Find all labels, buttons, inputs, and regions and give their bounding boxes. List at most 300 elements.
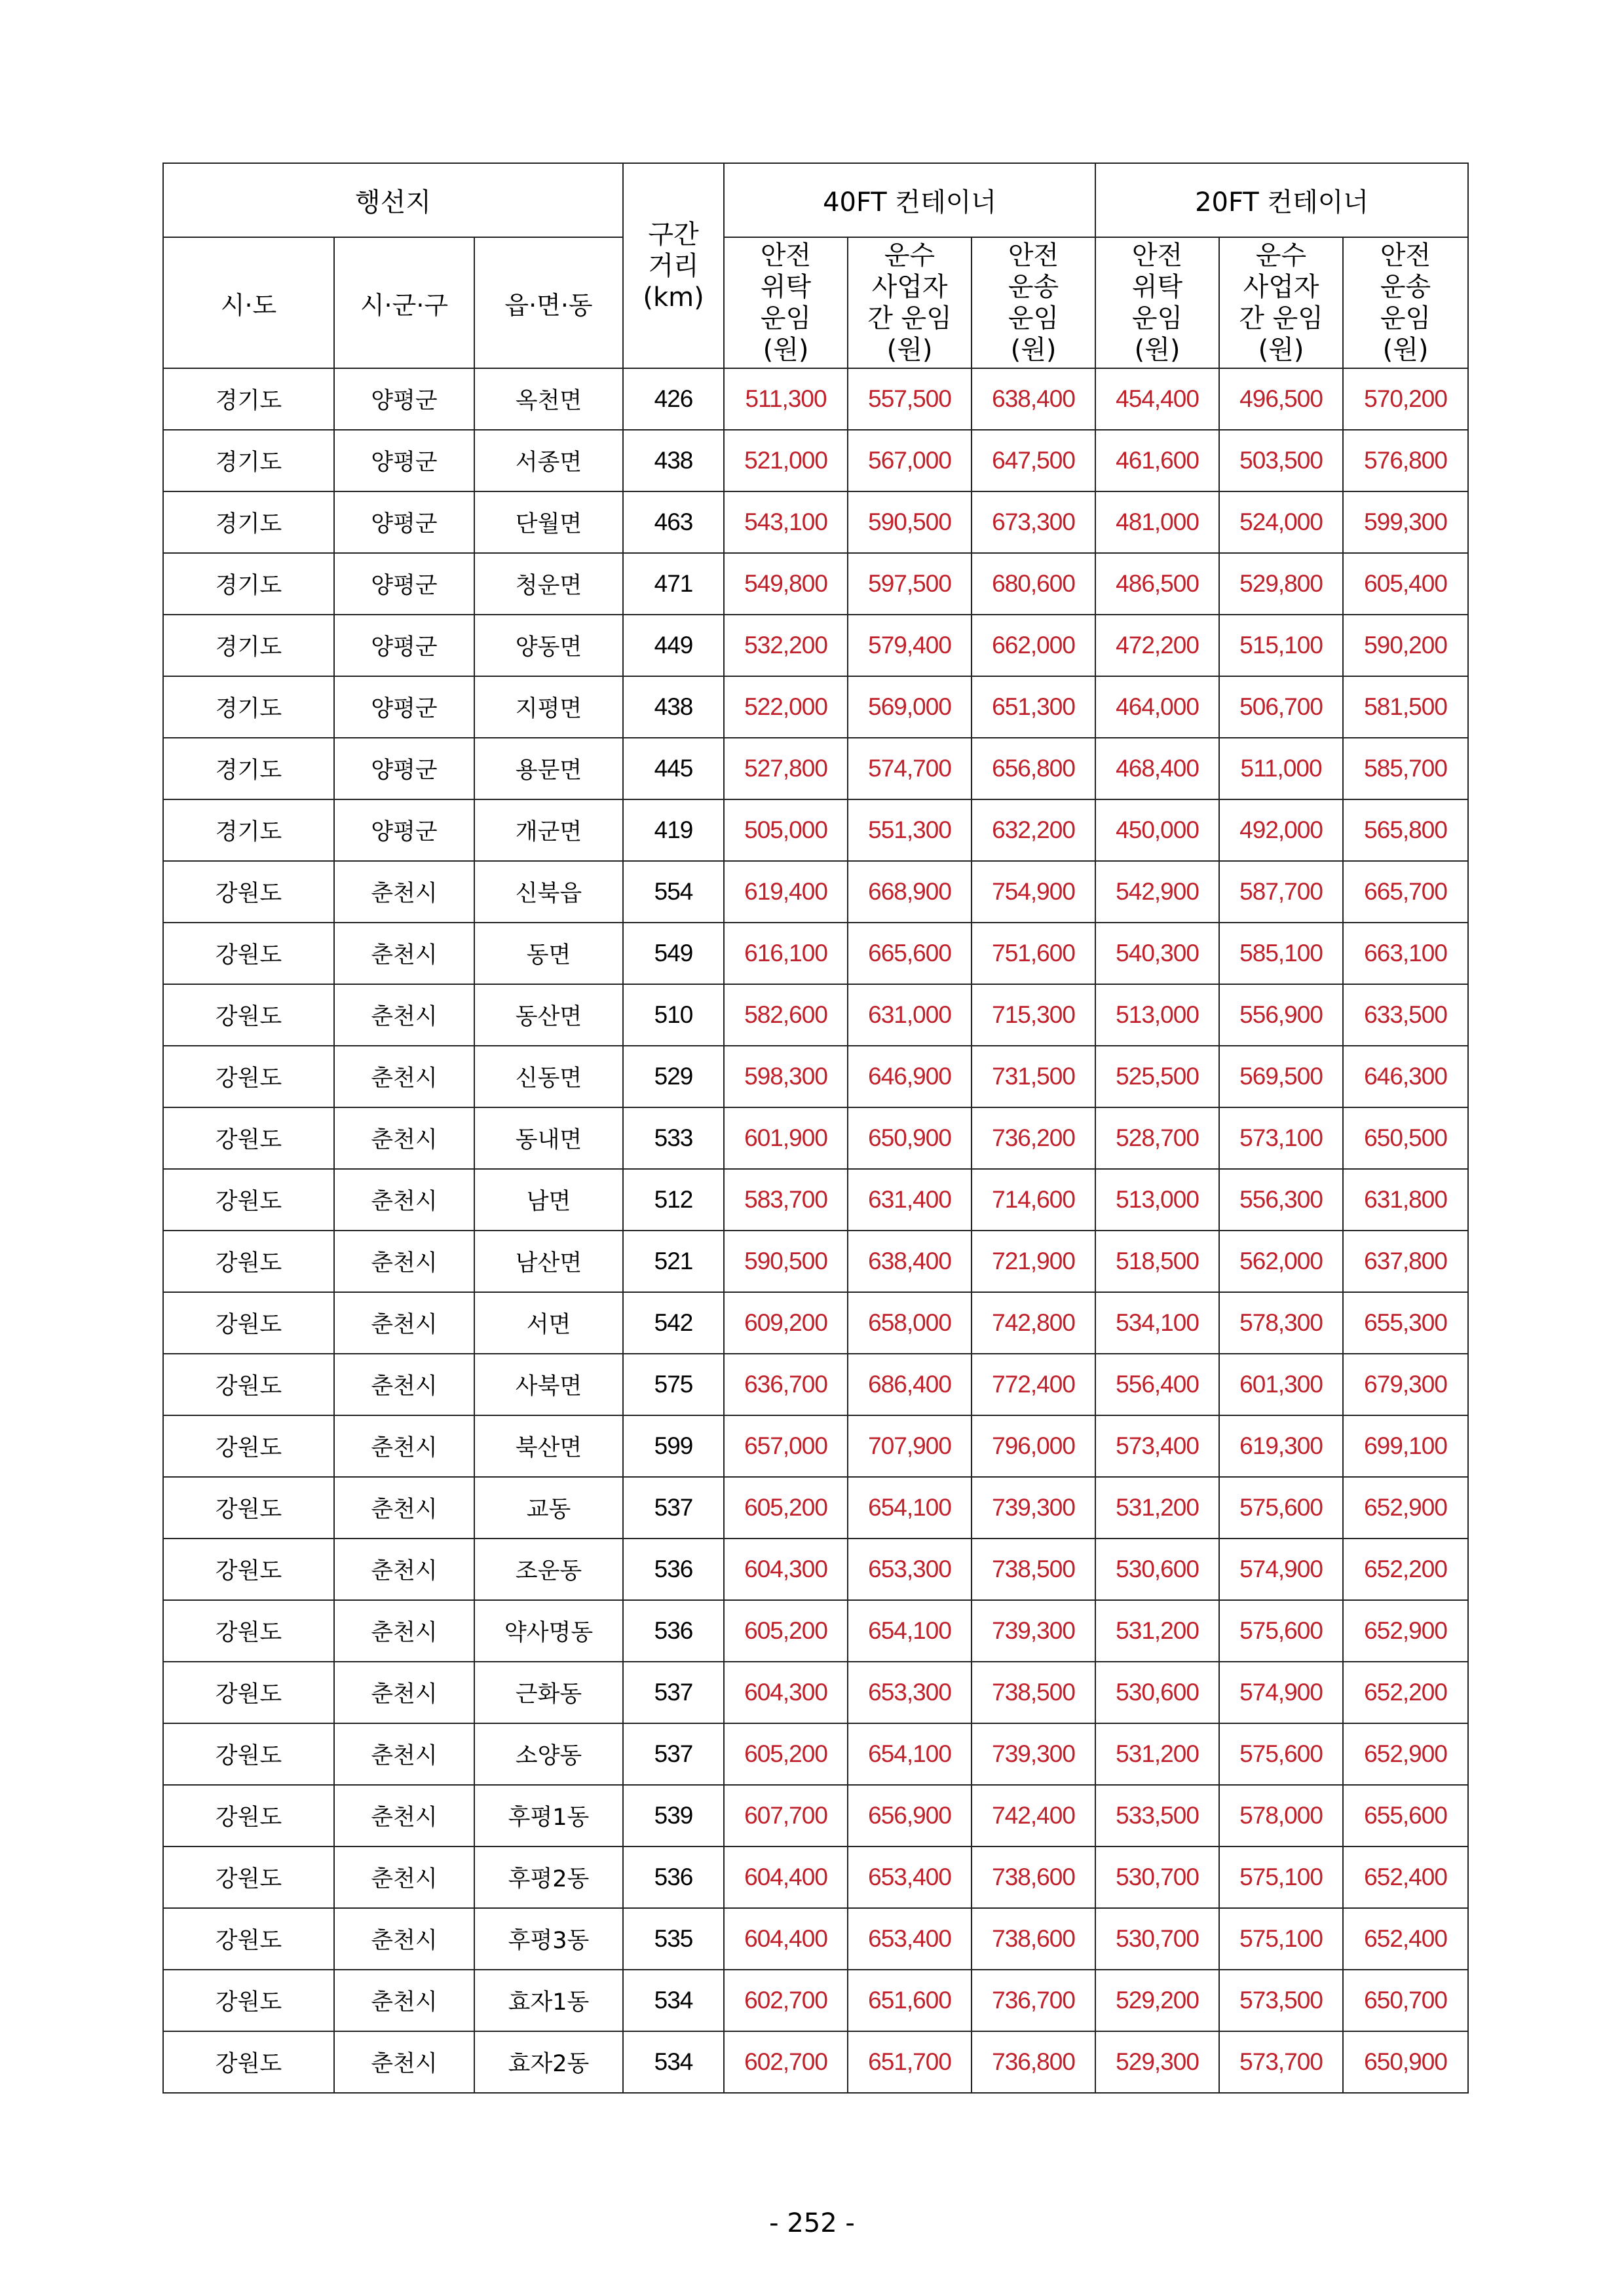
safe-consign-20ft-cell: 525,500	[1095, 1046, 1219, 1107]
safe-transport-40ft-cell: 647,500	[972, 430, 1095, 491]
safe-consign-40ft-cell: 657,000	[724, 1415, 848, 1477]
safe-consign-40ft-cell: 601,900	[724, 1107, 848, 1169]
safe-consign-40ft-cell: 605,200	[724, 1723, 848, 1785]
safe-transport-20ft-cell: 699,100	[1343, 1415, 1468, 1477]
eupmyeondong-cell: 근화동	[474, 1662, 623, 1723]
sigungu-cell: 양평군	[334, 615, 474, 676]
safe-consign-20ft-cell: 530,700	[1095, 1908, 1219, 1970]
sigungu-cell: 춘천시	[334, 1785, 474, 1846]
carrier-40ft-cell: 653,300	[848, 1662, 972, 1723]
distance-header-line: 거리	[648, 250, 699, 281]
sido-cell: 강원도	[163, 1846, 334, 1908]
container-20ft-header: 20FT 컨테이너	[1095, 163, 1468, 237]
safe-transport-20ft-cell: 665,700	[1343, 861, 1468, 923]
safe-consign-40ft-cell: 604,400	[724, 1908, 848, 1970]
safe-transport-20ft-cell: 631,800	[1343, 1169, 1468, 1231]
distance-cell: 438	[623, 676, 724, 738]
table-row	[163, 923, 1468, 984]
carrier-20ft-cell: 619,300	[1219, 1415, 1343, 1477]
safe-consign-20ft-cell: 534,100	[1095, 1292, 1219, 1354]
table-row	[163, 984, 1468, 1046]
sigungu-cell: 양평군	[334, 676, 474, 738]
eupmyeondong-cell: 후평2동	[474, 1846, 623, 1908]
sido-cell: 강원도	[163, 1723, 334, 1785]
distance-cell: 536	[623, 1539, 724, 1600]
carrier-40ft-cell: 631,400	[848, 1169, 972, 1231]
carrier-40ft-cell: 567,000	[848, 430, 972, 491]
carrier-20ft-cell: 573,500	[1219, 1970, 1343, 2031]
safe-transport-40ft-cell: 772,400	[972, 1354, 1095, 1415]
table-row	[163, 1600, 1468, 1662]
safe-transport-20ft-cell: 655,600	[1343, 1785, 1468, 1846]
safe-transport-20ft-cell: 652,900	[1343, 1723, 1468, 1785]
carrier-40ft-cell: 658,000	[848, 1292, 972, 1354]
safe-consign-20ft-cell: 513,000	[1095, 984, 1219, 1046]
safe-transport-20ft-cell: 590,200	[1343, 615, 1468, 676]
eupmyeondong-cell: 동내면	[474, 1107, 623, 1169]
eupmyeondong-cell: 사북면	[474, 1354, 623, 1415]
table-row	[163, 368, 1468, 430]
distance-cell: 449	[623, 615, 724, 676]
carrier-20ft-cell: 578,300	[1219, 1292, 1343, 1354]
distance-cell: 463	[623, 491, 724, 553]
sigungu-cell: 춘천시	[334, 923, 474, 984]
carrier-40ft-cell: 654,100	[848, 1723, 972, 1785]
distance-cell: 438	[623, 430, 724, 491]
carrier-40ft-cell: 650,900	[848, 1107, 972, 1169]
table-row	[163, 491, 1468, 553]
safe-transport-20ft-cell: 605,400	[1343, 553, 1468, 615]
carrier-40ft-cell: 653,400	[848, 1846, 972, 1908]
safe-consign-20ft-cell: 468,400	[1095, 738, 1219, 799]
eupmyeondong-cell: 효자1동	[474, 1970, 623, 2031]
safe-consign-40ft-cell: 604,400	[724, 1846, 848, 1908]
safe-consign-20ft-cell: 528,700	[1095, 1107, 1219, 1169]
safe-transport-40ft-cell: 738,600	[972, 1846, 1095, 1908]
safe-transport-40ft-cell: 736,800	[972, 2031, 1095, 2093]
safe-transport-20ft-cell: 652,400	[1343, 1846, 1468, 1908]
carrier-40ft-cell: 638,400	[848, 1231, 972, 1292]
safe-transport-40ft-cell: 715,300	[972, 984, 1095, 1046]
safe-consign-40ft-cell: 605,200	[724, 1600, 848, 1662]
distance-cell: 535	[623, 1908, 724, 1970]
eupmyeondong-cell: 지평면	[474, 676, 623, 738]
table-row	[163, 799, 1468, 861]
sigungu-cell: 춘천시	[334, 1600, 474, 1662]
freight-rate-table	[162, 163, 1469, 2094]
table-row	[163, 1908, 1468, 1970]
safe-consign-40ft-cell: 616,100	[724, 923, 848, 984]
carrier-20ft-cell: 524,000	[1219, 491, 1343, 553]
distance-cell: 537	[623, 1662, 724, 1723]
sido-cell: 강원도	[163, 1785, 334, 1846]
safe-transport-40ft-cell: 736,700	[972, 1970, 1095, 2031]
safe-consign-20ft-cell: 533,500	[1095, 1785, 1219, 1846]
safe-consign-20ft-cell: 461,600	[1095, 430, 1219, 491]
sido-cell: 강원도	[163, 1415, 334, 1477]
distance-cell: 510	[623, 984, 724, 1046]
safe-consign-20ft-cell: 454,400	[1095, 368, 1219, 430]
safe-consign-20ft-cell: 531,200	[1095, 1477, 1219, 1539]
safe-consign-20ft-cell: 529,300	[1095, 2031, 1219, 2093]
page-number: - 252 -	[769, 2208, 855, 2238]
carrier-40ft-cell: 651,700	[848, 2031, 972, 2093]
safe-transport-20ft-cell: 652,900	[1343, 1477, 1468, 1539]
safe-transport-40ft-cell: 662,000	[972, 615, 1095, 676]
carrier-40ft-cell: 557,500	[848, 368, 972, 430]
rate-header-line: 운송	[1380, 272, 1431, 302]
safe-consign-40ft-cell: 605,200	[724, 1477, 848, 1539]
sido-cell: 경기도	[163, 676, 334, 738]
safe-consign-40ft-cell: 532,200	[724, 615, 848, 676]
sido-cell: 강원도	[163, 1477, 334, 1539]
sigungu-cell: 양평군	[334, 738, 474, 799]
sigungu-cell: 춘천시	[334, 1169, 474, 1231]
safe-consign-40ft-cell: 505,000	[724, 799, 848, 861]
rate-header-line: 운임	[1131, 303, 1183, 334]
sido-cell: 강원도	[163, 2031, 334, 2093]
sigungu-cell: 춘천시	[334, 1723, 474, 1785]
safe-transport-20ft-cell: 652,400	[1343, 1908, 1468, 1970]
table-row	[163, 1169, 1468, 1231]
eupmyeondong-cell: 서면	[474, 1292, 623, 1354]
table-row	[163, 738, 1468, 799]
rate-header-line: 안전	[1131, 240, 1183, 271]
safe-transport-40ft-cell: 731,500	[972, 1046, 1095, 1107]
eupmyeondong-cell: 남산면	[474, 1231, 623, 1292]
sido-cell: 강원도	[163, 1354, 334, 1415]
carrier-20ft-cell: 556,900	[1219, 984, 1343, 1046]
eupmyeondong-cell: 교동	[474, 1477, 623, 1539]
safe-transport-40ft-cell: 739,300	[972, 1477, 1095, 1539]
safe-transport-rate-header	[972, 237, 1095, 368]
carrier-20ft-cell: 496,500	[1219, 368, 1343, 430]
safe-consign-20ft-cell: 530,600	[1095, 1539, 1219, 1600]
safe-transport-40ft-cell: 736,200	[972, 1107, 1095, 1169]
distance-cell: 536	[623, 1846, 724, 1908]
safe-transport-20ft-cell: 650,700	[1343, 1970, 1468, 2031]
carrier-40ft-cell: 654,100	[848, 1477, 972, 1539]
sido-cell: 강원도	[163, 1908, 334, 1970]
rate-header-line: (원)	[886, 335, 933, 365]
sido-cell: 강원도	[163, 1539, 334, 1600]
rate-header-line: (원)	[1258, 335, 1304, 365]
sigungu-cell: 양평군	[334, 553, 474, 615]
table-row	[163, 1477, 1468, 1539]
rate-header-line: 사업자	[871, 272, 948, 302]
distance-cell: 554	[623, 861, 724, 923]
table-row	[163, 1846, 1468, 1908]
eupmyeondong-cell: 북산면	[474, 1415, 623, 1477]
carrier-20ft-cell: 506,700	[1219, 676, 1343, 738]
distance-cell: 536	[623, 1600, 724, 1662]
safe-transport-40ft-cell: 738,500	[972, 1662, 1095, 1723]
safe-transport-20ft-cell: 581,500	[1343, 676, 1468, 738]
carrier-40ft-cell: 656,900	[848, 1785, 972, 1846]
carrier-40ft-cell: 569,000	[848, 676, 972, 738]
safe-transport-40ft-cell: 738,500	[972, 1539, 1095, 1600]
carrier-40ft-cell: 686,400	[848, 1354, 972, 1415]
rate-header-line: 운송	[1008, 272, 1059, 302]
safe-consign-20ft-cell: 486,500	[1095, 553, 1219, 615]
sido-cell: 강원도	[163, 861, 334, 923]
safe-consign-40ft-cell: 602,700	[724, 2031, 848, 2093]
safe-consign-40ft-cell: 636,700	[724, 1354, 848, 1415]
destination-header: 행선지	[163, 163, 623, 237]
safe-transport-20ft-cell: 650,500	[1343, 1107, 1468, 1169]
sigungu-cell: 춘천시	[334, 1231, 474, 1292]
distance-cell: 419	[623, 799, 724, 861]
safe-consign-20ft-cell: 540,300	[1095, 923, 1219, 984]
carrier-20ft-cell: 578,000	[1219, 1785, 1343, 1846]
safe-consign-20ft-cell: 450,000	[1095, 799, 1219, 861]
safe-consign-40ft-cell: 543,100	[724, 491, 848, 553]
sigungu-cell: 춘천시	[334, 1354, 474, 1415]
distance-cell: 575	[623, 1354, 724, 1415]
distance-cell: 534	[623, 2031, 724, 2093]
safe-transport-40ft-cell: 739,300	[972, 1600, 1095, 1662]
distance-cell: 471	[623, 553, 724, 615]
carrier-20ft-cell: 575,600	[1219, 1723, 1343, 1785]
carrier-40ft-cell: 651,600	[848, 1970, 972, 2031]
safe-transport-40ft-cell: 632,200	[972, 799, 1095, 861]
safe-transport-20ft-cell: 652,200	[1343, 1539, 1468, 1600]
carrier-40ft-cell: 646,900	[848, 1046, 972, 1107]
safe-consign-rate-header	[724, 237, 848, 368]
safe-transport-20ft-cell: 652,900	[1343, 1600, 1468, 1662]
safe-transport-20ft-cell: 637,800	[1343, 1231, 1468, 1292]
table-row	[163, 1046, 1468, 1107]
sido-cell: 강원도	[163, 1046, 334, 1107]
carrier-40ft-cell: 579,400	[848, 615, 972, 676]
rate-header-line: 안전	[1380, 240, 1431, 271]
rate-header-line: 위탁	[760, 272, 812, 302]
carrier-40ft-cell: 574,700	[848, 738, 972, 799]
table-row	[163, 1970, 1468, 2031]
carrier-20ft-cell: 529,800	[1219, 553, 1343, 615]
safe-transport-20ft-cell: 633,500	[1343, 984, 1468, 1046]
sigungu-cell: 춘천시	[334, 1908, 474, 1970]
safe-transport-40ft-cell: 673,300	[972, 491, 1095, 553]
eupmyeondong-cell: 개군면	[474, 799, 623, 861]
carrier-20ft-cell: 585,100	[1219, 923, 1343, 984]
rate-header-line: 운수	[884, 240, 935, 271]
rate-header-line: (원)	[1382, 335, 1429, 365]
sigungu-cell: 춘천시	[334, 2031, 474, 2093]
sido-cell: 경기도	[163, 738, 334, 799]
table-row	[163, 1662, 1468, 1723]
eupmyeondong-cell: 청운면	[474, 553, 623, 615]
distance-cell: 537	[623, 1723, 724, 1785]
carrier-40ft-cell: 653,300	[848, 1539, 972, 1600]
distance-cell: 599	[623, 1415, 724, 1477]
safe-transport-20ft-cell: 646,300	[1343, 1046, 1468, 1107]
table-row	[163, 861, 1468, 923]
safe-consign-40ft-cell: 590,500	[724, 1231, 848, 1292]
eupmyeondong-cell: 동산면	[474, 984, 623, 1046]
safe-consign-40ft-cell: 527,800	[724, 738, 848, 799]
eupmyeondong-cell: 양동면	[474, 615, 623, 676]
carrier-20ft-cell: 574,900	[1219, 1662, 1343, 1723]
safe-transport-20ft-cell: 655,300	[1343, 1292, 1468, 1354]
table-row	[163, 553, 1468, 615]
sigungu-cell: 춘천시	[334, 861, 474, 923]
safe-transport-40ft-cell: 751,600	[972, 923, 1095, 984]
table-row	[163, 1415, 1468, 1477]
table-row	[163, 676, 1468, 738]
safe-transport-20ft-cell: 652,200	[1343, 1662, 1468, 1723]
safe-consign-20ft-cell: 518,500	[1095, 1231, 1219, 1292]
sigungu-cell: 춘천시	[334, 1415, 474, 1477]
carrier-20ft-cell: 587,700	[1219, 861, 1343, 923]
rate-header-line: (원)	[763, 335, 809, 365]
carrier-20ft-cell: 573,100	[1219, 1107, 1343, 1169]
safe-transport-40ft-cell: 738,600	[972, 1908, 1095, 1970]
table-row	[163, 1107, 1468, 1169]
safe-transport-40ft-cell: 742,400	[972, 1785, 1095, 1846]
distance-header-line: (km)	[643, 282, 704, 313]
rate-header-line: 운수	[1255, 240, 1307, 271]
rate-header-line: 안전	[760, 240, 812, 271]
rate-header-line: 사업자	[1243, 272, 1319, 302]
safe-transport-40ft-cell: 739,300	[972, 1723, 1095, 1785]
safe-consign-20ft-cell: 472,200	[1095, 615, 1219, 676]
carrier-20ft-cell: 574,900	[1219, 1539, 1343, 1600]
sido-cell: 강원도	[163, 923, 334, 984]
distance-cell: 521	[623, 1231, 724, 1292]
carrier-40ft-cell: 631,000	[848, 984, 972, 1046]
table-row	[163, 1292, 1468, 1354]
rate-header-line: (원)	[1134, 335, 1180, 365]
sido-cell: 경기도	[163, 799, 334, 861]
eupmyeondong-cell: 소양동	[474, 1723, 623, 1785]
carrier-20ft-cell: 573,700	[1219, 2031, 1343, 2093]
eupmyeondong-cell: 약사명동	[474, 1600, 623, 1662]
safe-consign-20ft-cell: 513,000	[1095, 1169, 1219, 1231]
safe-consign-40ft-cell: 602,700	[724, 1970, 848, 2031]
safe-transport-40ft-cell: 638,400	[972, 368, 1095, 430]
eupmyeondong-cell: 신북읍	[474, 861, 623, 923]
safe-transport-40ft-cell: 680,600	[972, 553, 1095, 615]
table-row	[163, 1539, 1468, 1600]
distance-cell: 445	[623, 738, 724, 799]
distance-cell: 512	[623, 1169, 724, 1231]
sigungu-cell: 춘천시	[334, 1662, 474, 1723]
eupmyeondong-cell: 서종면	[474, 430, 623, 491]
distance-cell: 537	[623, 1477, 724, 1539]
eupmyeondong-header: 읍·면·동	[474, 237, 623, 368]
distance-cell: 534	[623, 1970, 724, 2031]
safe-transport-20ft-cell: 570,200	[1343, 368, 1468, 430]
eupmyeondong-cell: 효자2동	[474, 2031, 623, 2093]
safe-transport-40ft-cell: 656,800	[972, 738, 1095, 799]
sigungu-cell: 춘천시	[334, 1292, 474, 1354]
carrier-40ft-cell: 665,600	[848, 923, 972, 984]
table-row	[163, 615, 1468, 676]
distance-cell: 542	[623, 1292, 724, 1354]
safe-consign-20ft-cell: 530,600	[1095, 1662, 1219, 1723]
safe-transport-40ft-cell: 651,300	[972, 676, 1095, 738]
safe-transport-40ft-cell: 754,900	[972, 861, 1095, 923]
sido-cell: 경기도	[163, 430, 334, 491]
sido-cell: 강원도	[163, 1600, 334, 1662]
carrier-rate-header	[1219, 237, 1343, 368]
distance-cell: 426	[623, 368, 724, 430]
carrier-20ft-cell: 562,000	[1219, 1231, 1343, 1292]
distance-cell: 549	[623, 923, 724, 984]
sigungu-cell: 춘천시	[334, 1539, 474, 1600]
safe-consign-40ft-cell: 604,300	[724, 1539, 848, 1600]
safe-consign-20ft-cell: 529,200	[1095, 1970, 1219, 2031]
sigungu-cell: 양평군	[334, 430, 474, 491]
carrier-20ft-cell: 575,100	[1219, 1846, 1343, 1908]
safe-consign-20ft-cell: 556,400	[1095, 1354, 1219, 1415]
eupmyeondong-cell: 조운동	[474, 1539, 623, 1600]
distance-header	[623, 163, 724, 368]
distance-cell: 533	[623, 1107, 724, 1169]
safe-transport-20ft-cell: 650,900	[1343, 2031, 1468, 2093]
table-body	[163, 368, 1468, 2093]
carrier-20ft-cell: 511,000	[1219, 738, 1343, 799]
safe-consign-40ft-cell: 522,000	[724, 676, 848, 738]
eupmyeondong-cell: 단월면	[474, 491, 623, 553]
sido-cell: 경기도	[163, 615, 334, 676]
safe-consign-40ft-cell: 582,600	[724, 984, 848, 1046]
table-row	[163, 1723, 1468, 1785]
safe-transport-40ft-cell: 796,000	[972, 1415, 1095, 1477]
sigungu-cell: 춘천시	[334, 1046, 474, 1107]
carrier-40ft-cell: 597,500	[848, 553, 972, 615]
rate-header-line: 위탁	[1131, 272, 1183, 302]
table-row	[163, 1231, 1468, 1292]
distance-cell: 539	[623, 1785, 724, 1846]
eupmyeondong-cell: 신동면	[474, 1046, 623, 1107]
table-row	[163, 1785, 1468, 1846]
carrier-rate-header	[848, 237, 972, 368]
safe-transport-40ft-cell: 742,800	[972, 1292, 1095, 1354]
distance-header-line: 구간	[648, 219, 699, 250]
rate-header-line: 안전	[1008, 240, 1059, 271]
sido-cell: 강원도	[163, 1292, 334, 1354]
safe-transport-20ft-cell: 565,800	[1343, 799, 1468, 861]
sido-cell: 경기도	[163, 491, 334, 553]
rate-header-line: 간 운임	[867, 303, 952, 334]
safe-consign-40ft-cell: 604,300	[724, 1662, 848, 1723]
sigungu-cell: 춘천시	[334, 984, 474, 1046]
safe-consign-20ft-cell: 531,200	[1095, 1723, 1219, 1785]
table-row	[163, 2031, 1468, 2093]
safe-consign-20ft-cell: 481,000	[1095, 491, 1219, 553]
safe-consign-40ft-cell: 521,000	[724, 430, 848, 491]
safe-consign-40ft-cell: 598,300	[724, 1046, 848, 1107]
safe-transport-40ft-cell: 721,900	[972, 1231, 1095, 1292]
carrier-20ft-cell: 503,500	[1219, 430, 1343, 491]
table-header	[163, 163, 1468, 368]
carrier-20ft-cell: 569,500	[1219, 1046, 1343, 1107]
eupmyeondong-cell: 동면	[474, 923, 623, 984]
safe-transport-20ft-cell: 599,300	[1343, 491, 1468, 553]
rate-header-line: 운임	[1380, 303, 1431, 334]
sigungu-cell: 양평군	[334, 368, 474, 430]
carrier-20ft-cell: 556,300	[1219, 1169, 1343, 1231]
sido-cell: 강원도	[163, 1662, 334, 1723]
sigungu-cell: 춘천시	[334, 1107, 474, 1169]
sido-cell: 강원도	[163, 1231, 334, 1292]
sido-cell: 경기도	[163, 368, 334, 430]
safe-consign-40ft-cell: 609,200	[724, 1292, 848, 1354]
sigungu-header: 시·군·구	[334, 237, 474, 368]
eupmyeondong-cell: 용문면	[474, 738, 623, 799]
